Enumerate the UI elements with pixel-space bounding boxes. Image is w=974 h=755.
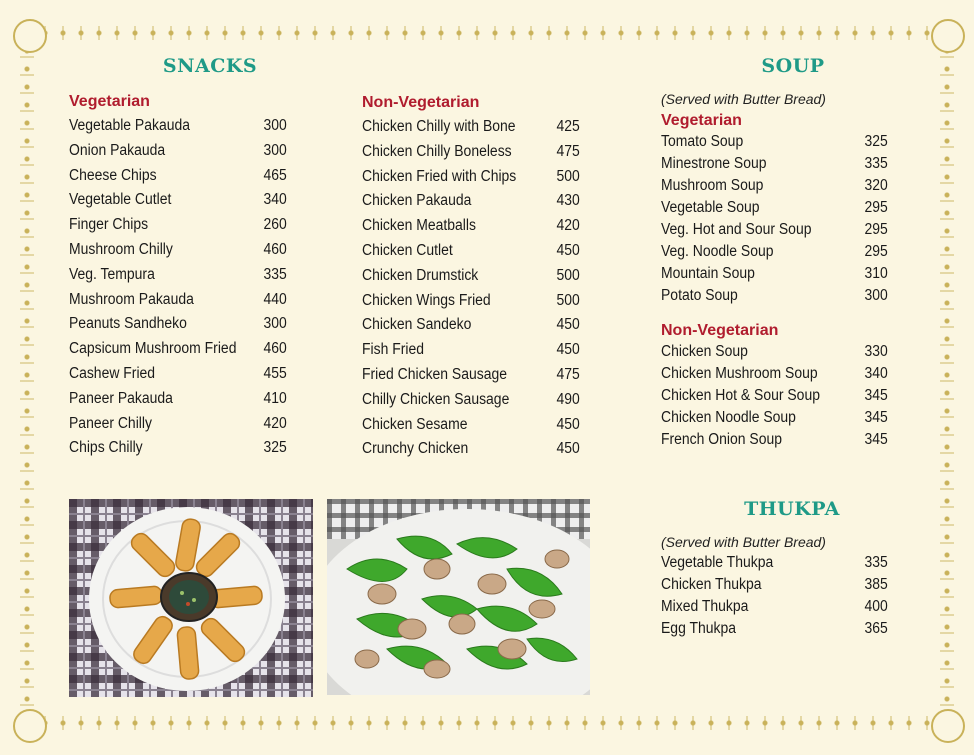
menu-item bbox=[69, 117, 287, 142]
menu-item bbox=[362, 118, 580, 143]
soup-nonveg-subheading: Non-Vegetarian bbox=[661, 322, 779, 339]
menu-item-price: 300 bbox=[864, 287, 888, 304]
menu-item-price: 400 bbox=[864, 598, 888, 615]
menu-item-price: 450 bbox=[556, 341, 580, 359]
menu-item bbox=[661, 287, 888, 309]
menu-item-name: Fish Fried bbox=[362, 341, 425, 359]
menu-item-price: 345 bbox=[864, 409, 888, 426]
menu-item-name: Crunchy Chicken bbox=[362, 440, 469, 458]
menu-item-price: 310 bbox=[864, 265, 888, 282]
soup-veg-subheading: Vegetarian bbox=[661, 112, 742, 129]
menu-item bbox=[362, 267, 580, 292]
menu-item-price: 340 bbox=[263, 191, 287, 209]
menu-item-name: Mixed Thukpa bbox=[661, 598, 749, 615]
menu-item-name: Chicken Mushroom Soup bbox=[661, 365, 818, 382]
menu-item bbox=[661, 177, 888, 199]
menu-item bbox=[362, 341, 580, 366]
menu-item bbox=[362, 316, 580, 341]
menu-item bbox=[661, 243, 888, 265]
menu-item-name: Veg. Hot and Sour Soup bbox=[661, 221, 812, 238]
menu-item-name: Chicken Meatballs bbox=[362, 217, 476, 235]
menu-item-name: Peanuts Sandheko bbox=[69, 315, 187, 333]
menu-item-name: Chicken Sandeko bbox=[362, 316, 472, 334]
menu-item bbox=[661, 576, 888, 598]
menu-item bbox=[69, 167, 287, 192]
menu-item-price: 335 bbox=[864, 554, 888, 571]
menu-item bbox=[661, 155, 888, 177]
corner-ornament-icon bbox=[13, 19, 47, 53]
menu-item-name: Fried Chicken Sausage bbox=[362, 365, 508, 383]
menu-item-name: Chicken Hot & Sour Soup bbox=[661, 387, 820, 404]
menu-item-name: Chicken Cutlet bbox=[362, 241, 453, 259]
menu-item-price: 260 bbox=[263, 216, 287, 234]
menu-item-price: 300 bbox=[263, 141, 287, 159]
menu-item bbox=[661, 199, 888, 221]
menu-item bbox=[69, 390, 287, 415]
menu-item bbox=[661, 620, 888, 642]
menu-item bbox=[661, 343, 888, 365]
menu-item bbox=[661, 265, 888, 287]
soup-note: (Served with Butter Bread) bbox=[661, 91, 826, 107]
menu-item-price: 450 bbox=[556, 415, 580, 433]
menu-item bbox=[69, 415, 287, 440]
menu-item bbox=[362, 242, 580, 267]
menu-item-name: Capsicum Mushroom Fried bbox=[69, 340, 237, 358]
menu-item bbox=[69, 340, 287, 365]
cheese-fingers-image bbox=[69, 499, 313, 697]
snacks-veg-subheading: Vegetarian bbox=[69, 93, 150, 110]
menu-item-price: 345 bbox=[864, 387, 888, 404]
menu-item-price: 325 bbox=[263, 439, 287, 457]
menu-item-price: 340 bbox=[864, 365, 888, 382]
menu-item-price: 460 bbox=[263, 340, 287, 358]
menu-item-price: 430 bbox=[556, 192, 580, 210]
menu-item-name: Potato Soup bbox=[661, 287, 738, 304]
menu-item-price: 335 bbox=[864, 155, 888, 172]
menu-item-price: 295 bbox=[864, 221, 888, 238]
menu-item-name: Chicken Wings Fried bbox=[362, 291, 491, 309]
menu-item bbox=[362, 292, 580, 317]
menu-item-name: Mushroom Pakauda bbox=[69, 290, 194, 308]
menu-item-name: Cashew Fried bbox=[69, 364, 156, 382]
menu-item bbox=[661, 133, 888, 155]
menu-item-price: 325 bbox=[864, 133, 888, 150]
menu-item bbox=[69, 291, 287, 316]
menu-item-price: 335 bbox=[263, 265, 287, 283]
snacks-nonveg-subheading: Non-Vegetarian bbox=[362, 94, 480, 111]
thukpa-note: (Served with Butter Bread) bbox=[661, 534, 826, 550]
menu-item-price: 500 bbox=[556, 266, 580, 284]
menu-item-price: 460 bbox=[263, 240, 287, 258]
menu-item bbox=[661, 409, 888, 431]
menu-item-name: Egg Thukpa bbox=[661, 620, 736, 637]
menu-item bbox=[69, 142, 287, 167]
soup-heading: SOUP bbox=[761, 55, 825, 77]
menu-item-name: Mushroom Soup bbox=[661, 177, 764, 194]
menu-item bbox=[661, 387, 888, 409]
ornamental-border-bottom bbox=[20, 716, 954, 730]
menu-item-name: Finger Chips bbox=[69, 216, 149, 234]
cheese-fingers-photo bbox=[69, 499, 313, 697]
menu-item-price: 475 bbox=[556, 142, 580, 160]
menu-item-price: 410 bbox=[263, 389, 287, 407]
soup-veg-list bbox=[661, 133, 913, 309]
menu-item-name: French Onion Soup bbox=[661, 431, 782, 448]
snacks-heading: SNACKS bbox=[162, 55, 258, 77]
menu-item-price: 345 bbox=[864, 431, 888, 448]
menu-item-name: Chicken Pakauda bbox=[362, 192, 472, 210]
menu-item-name: Chicken Soup bbox=[661, 343, 748, 360]
menu-item-price: 455 bbox=[263, 364, 287, 382]
menu-item-price: 295 bbox=[864, 243, 888, 260]
menu-item-price: 450 bbox=[556, 241, 580, 259]
menu-item-name: Chicken Chilly with Bone bbox=[362, 118, 516, 135]
menu-item-price: 425 bbox=[556, 118, 580, 135]
menu-item-price: 330 bbox=[864, 343, 888, 360]
menu-item-name: Chicken Noodle Soup bbox=[661, 409, 796, 426]
menu-item-name: Mountain Soup bbox=[661, 265, 755, 282]
thukpa-heading: THUKPA bbox=[744, 498, 840, 520]
menu-item-name: Tomato Soup bbox=[661, 133, 744, 150]
menu-item bbox=[69, 365, 287, 390]
menu-item-price: 300 bbox=[263, 315, 287, 333]
menu-item-price: 385 bbox=[864, 576, 888, 593]
corner-ornament-icon bbox=[13, 709, 47, 743]
menu-item bbox=[362, 168, 580, 193]
menu-item-price: 295 bbox=[864, 199, 888, 216]
menu-item-name: Chicken Fried with Chips bbox=[362, 167, 517, 185]
menu-item bbox=[69, 216, 287, 241]
menu-item bbox=[362, 217, 580, 242]
menu-item-price: 450 bbox=[556, 316, 580, 334]
snacks-nonveg-list bbox=[362, 118, 604, 465]
menu-item-name: Chilly Chicken Sausage bbox=[362, 390, 510, 408]
menu-item-name: Mushroom Chilly bbox=[69, 240, 173, 258]
menu-item-price: 450 bbox=[556, 440, 580, 458]
menu-item-name: Paneer Chilly bbox=[69, 414, 152, 432]
menu-item bbox=[661, 598, 888, 620]
capsicum-mushroom-photo bbox=[327, 499, 590, 695]
thukpa-list bbox=[661, 554, 913, 642]
snacks-veg-list bbox=[69, 117, 311, 464]
menu-item-price: 500 bbox=[556, 167, 580, 185]
menu-item-price: 420 bbox=[263, 414, 287, 432]
menu-item bbox=[362, 143, 580, 168]
menu-item bbox=[69, 241, 287, 266]
corner-ornament-icon bbox=[931, 19, 965, 53]
menu-item-price: 475 bbox=[556, 365, 580, 383]
menu-item bbox=[661, 221, 888, 243]
menu-item-name: Chicken Chilly Boneless bbox=[362, 142, 512, 160]
menu-item-name: Chips Chilly bbox=[69, 439, 143, 457]
menu-item-price: 465 bbox=[263, 166, 287, 184]
menu-item-name: Veg. Noodle Soup bbox=[661, 243, 774, 260]
corner-ornament-icon bbox=[931, 709, 965, 743]
menu-item bbox=[69, 191, 287, 216]
menu-item bbox=[362, 416, 580, 441]
menu-item bbox=[362, 192, 580, 217]
menu-item-price: 320 bbox=[864, 177, 888, 194]
menu-item bbox=[69, 439, 287, 464]
ornamental-border-top bbox=[20, 26, 954, 40]
menu-item-name: Vegetable Soup bbox=[661, 199, 760, 216]
menu-item-name: Vegetable Thukpa bbox=[661, 554, 774, 571]
menu-item bbox=[362, 391, 580, 416]
menu-item-name: Veg. Tempura bbox=[69, 265, 155, 283]
menu-item-name: Cheese Chips bbox=[69, 166, 157, 184]
ornamental-border-left bbox=[20, 26, 34, 730]
ornamental-border-right bbox=[940, 26, 954, 730]
menu-item-name: Paneer Pakauda bbox=[69, 389, 173, 407]
menu-item bbox=[362, 440, 580, 465]
menu-item-name: Chicken Sesame bbox=[362, 415, 468, 433]
menu-item-name: Vegetable Pakauda bbox=[69, 117, 191, 134]
menu-item-price: 420 bbox=[556, 217, 580, 235]
menu-item bbox=[69, 315, 287, 340]
menu-item bbox=[661, 365, 888, 387]
menu-item-price: 365 bbox=[864, 620, 888, 637]
menu-item-price: 440 bbox=[263, 290, 287, 308]
menu-item-price: 500 bbox=[556, 291, 580, 309]
capsicum-mushroom-image bbox=[327, 499, 590, 695]
menu-item-name: Onion Pakauda bbox=[69, 141, 166, 159]
menu-item bbox=[69, 266, 287, 291]
menu-item-name: Chicken Thukpa bbox=[661, 576, 762, 593]
menu-item bbox=[661, 431, 888, 453]
menu-item-name: Vegetable Cutlet bbox=[69, 191, 172, 209]
menu-item bbox=[362, 366, 580, 391]
menu-item-price: 300 bbox=[263, 117, 287, 134]
menu-item-price: 490 bbox=[556, 390, 580, 408]
soup-nonveg-list bbox=[661, 343, 913, 453]
menu-item bbox=[661, 554, 888, 576]
menu-item-name: Minestrone Soup bbox=[661, 155, 767, 172]
menu-item-name: Chicken Drumstick bbox=[362, 266, 479, 284]
